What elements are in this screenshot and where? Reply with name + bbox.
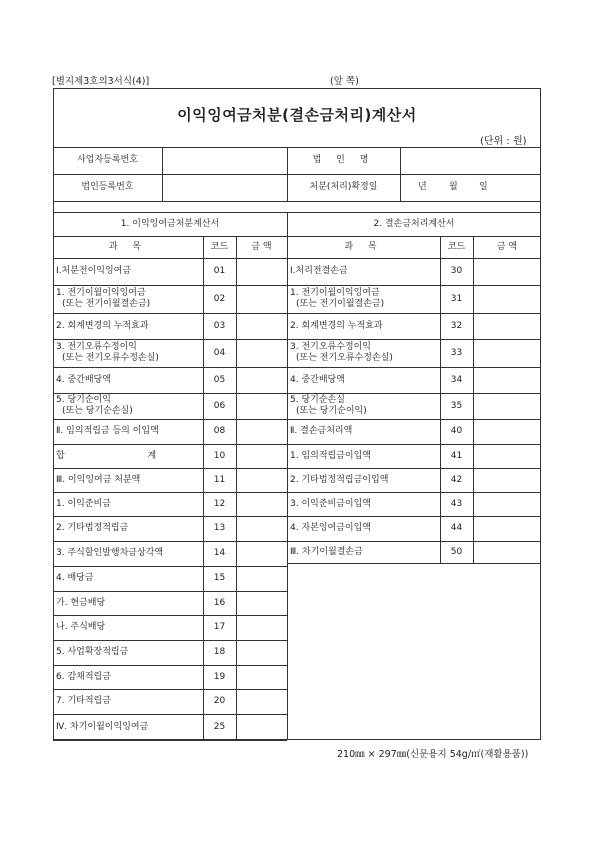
row-item-label — [56, 615, 202, 640]
row-item-label — [290, 468, 439, 492]
row-item-line1: 5. 사업확장적립금 — [56, 647, 129, 657]
row-code: 34 — [450, 374, 463, 385]
row-item-label — [290, 339, 439, 367]
row-item-label — [56, 492, 202, 516]
row-amount-field[interactable] — [237, 641, 286, 664]
row-item-line1: 2. 회계변경의 누적효과 — [56, 320, 149, 331]
row-item-line1: 3. 전기오류수정이익 — [56, 342, 138, 352]
row-amount-field[interactable] — [237, 493, 286, 515]
row-item-line1: 3. 전기오류수정이익 — [290, 342, 372, 352]
row-code: 32 — [450, 320, 463, 331]
corp-name-label: 법 인 명 — [312, 155, 375, 165]
row-code: 14 — [213, 548, 226, 558]
row-amount-field[interactable] — [474, 394, 540, 418]
row-item-label — [56, 339, 202, 367]
row-item-line2: (또는 당기순이익) — [296, 406, 367, 416]
row-item-label — [56, 313, 202, 339]
row-item-label — [56, 285, 202, 313]
row-item-label — [290, 516, 439, 541]
row-item-line1: 2. 기타법정적립금이입액 — [290, 474, 389, 485]
row-item-line1: 1. 임의적립금이입액 — [290, 450, 372, 461]
left-col-code: 코드 — [210, 241, 229, 252]
row-item-line1: 3. 이익준비금이입액 — [290, 498, 372, 509]
biz-reg-no-label: 사업자등록번호 — [77, 155, 138, 165]
row-item-line1: 2. 회계변경의 누적효과 — [290, 320, 383, 331]
row-code: 31 — [450, 293, 463, 304]
row-item-label — [290, 367, 439, 393]
left-section-title: 1. 이익잉여금처분계산서 — [120, 218, 220, 229]
row-code: 42 — [450, 474, 463, 485]
row-code: 44 — [450, 523, 463, 533]
divider — [287, 212, 288, 740]
row-code: 41 — [450, 450, 463, 461]
row-amount-field[interactable] — [237, 715, 286, 739]
row-item-line1: Ⅱ. 결손금처리액 — [290, 426, 353, 436]
row-amount-field[interactable] — [237, 286, 286, 312]
row-item-label — [56, 640, 202, 665]
row-item-line1: 3. 주식할인발행차금상각액 — [56, 548, 164, 558]
row-amount-field[interactable] — [237, 690, 286, 713]
row-code: 19 — [213, 671, 226, 682]
row-item-label — [56, 393, 202, 419]
row-item-label — [290, 541, 439, 563]
row-item-label — [56, 566, 202, 591]
row-code: 16 — [213, 597, 226, 608]
form-number: [별지제3호의3서식(4)] — [52, 76, 150, 87]
row-code: 30 — [450, 266, 463, 276]
row-amount-field[interactable] — [474, 314, 540, 338]
row-code: 12 — [213, 498, 226, 509]
row-code: 02 — [213, 293, 226, 304]
row-item-label — [56, 367, 202, 393]
row-item-line1: 2. 기타법정적립금 — [56, 523, 129, 533]
row-code: 15 — [213, 573, 226, 583]
unit-label: (단위 : 원) — [480, 136, 527, 147]
corp-reg-no-label: 법인등록번호 — [81, 182, 134, 192]
right-section-title: 2. 결손금처리계산서 — [373, 218, 455, 229]
biz-reg-no-field[interactable] — [163, 148, 287, 174]
row-code: 03 — [213, 320, 226, 331]
corp-reg-no-field[interactable] — [163, 175, 287, 201]
row-item-line2: (또는 당기순손실) — [62, 406, 133, 416]
row-item-label — [290, 419, 439, 444]
row-amount-field[interactable] — [474, 542, 540, 562]
row-code: 06 — [213, 400, 226, 411]
row-amount-field[interactable] — [474, 493, 540, 515]
row-item-label — [290, 492, 439, 516]
row-code: 50 — [450, 546, 463, 557]
page-side: (앞 쪽) — [330, 76, 359, 87]
row-code: 33 — [450, 347, 463, 358]
row-item-line1: 4. 자본잉여금이입액 — [290, 523, 372, 533]
row-code: 35 — [450, 400, 463, 411]
row-divider — [53, 740, 287, 741]
row-item-label — [56, 468, 202, 492]
row-code: 04 — [213, 347, 226, 358]
row-item-line1: 7. 기타적립금 — [56, 696, 111, 706]
row-divider — [287, 563, 541, 564]
row-amount-field[interactable] — [474, 469, 540, 491]
row-amount-field[interactable] — [237, 592, 286, 614]
row-item-label — [56, 541, 202, 566]
row-item-line1: 가. 현금배당 — [56, 597, 106, 608]
row-item-label — [56, 419, 202, 444]
row-code: 43 — [450, 498, 463, 509]
row-code: 10 — [213, 450, 226, 461]
row-item-label — [290, 444, 439, 468]
corp-name-field[interactable] — [401, 148, 541, 174]
right-col-code: 코드 — [447, 241, 466, 252]
left-col-item: 과 목 — [108, 241, 148, 252]
row-item-line2: (또는 전기오류수정손실) — [62, 353, 159, 363]
row-item-line2: (또는 전기이월결손금) — [296, 299, 385, 309]
row-item-label — [56, 591, 202, 615]
row-item-label — [56, 665, 202, 689]
row-amount-field[interactable] — [237, 259, 286, 284]
left-col-amount: 금 액 — [251, 241, 272, 252]
footer-note: 210㎜ × 297㎜(신문용지 54g/㎡(재활용품)) — [337, 749, 529, 760]
confirm-date-label: 처분(처리)확정일 — [309, 182, 378, 192]
row-item-line1: 1. 이익준비금 — [56, 498, 111, 509]
row-amount-field[interactable] — [237, 420, 286, 443]
row-item-line1: Ⅰ.처분전이익잉여금 — [56, 266, 132, 276]
row-amount-field[interactable] — [237, 394, 286, 418]
row-code: 18 — [213, 647, 226, 657]
day-label: 일 — [479, 182, 488, 192]
row-amount-field[interactable] — [237, 666, 286, 688]
row-item-line1: 5. 당기순이익 — [56, 395, 111, 405]
row-item-line1: 4. 중간배당액 — [290, 374, 345, 385]
row-code: 01 — [213, 266, 226, 276]
row-amount-field[interactable] — [474, 286, 540, 312]
row-item-label — [56, 258, 202, 285]
row-amount-field[interactable] — [237, 567, 286, 590]
row-item-label — [56, 516, 202, 541]
row-item-label — [56, 714, 202, 740]
row-item-line1: Ⅳ. 차기이월이익잉여금 — [56, 721, 149, 732]
row-amount-field[interactable] — [237, 542, 286, 565]
month-label: 월 — [449, 182, 458, 192]
row-item-line2: (또는 전기이월결손금) — [62, 299, 151, 309]
row-amount-field[interactable] — [237, 368, 286, 392]
row-item-line1: 6. 감채적립금 — [56, 671, 111, 682]
row-amount-field[interactable] — [474, 420, 540, 443]
row-code: 17 — [213, 622, 226, 632]
row-amount-field[interactable] — [474, 445, 540, 467]
row-amount-field[interactable] — [237, 445, 286, 467]
row-item-line1: Ⅲ. 차기이월결손금 — [290, 546, 363, 557]
row-code: 25 — [213, 721, 226, 732]
row-amount-field[interactable] — [474, 517, 540, 540]
row-item-line1: 4. 중간배당액 — [56, 374, 111, 385]
row-item-line1: Ⅰ.처리전결손금 — [290, 266, 348, 276]
row-item-line2: (또는 전기오류수정손실) — [296, 353, 393, 363]
row-item-line1: 5. 당기순손실 — [290, 395, 345, 405]
row-item-label — [290, 393, 439, 419]
row-amount-field[interactable] — [237, 340, 286, 366]
row-amount-field[interactable] — [474, 340, 540, 366]
row-item-line1: 1. 전기이월이익잉여금 — [290, 288, 380, 298]
row-item-line1: 4. 배당금 — [56, 573, 94, 583]
row-item-line1: 합 계 — [56, 450, 157, 461]
row-item-line1: Ⅱ. 임의적립금 등의 이입액 — [56, 426, 159, 436]
row-amount-field[interactable] — [237, 469, 286, 491]
right-col-item: 과 목 — [344, 241, 383, 252]
row-item-line1: 1. 전기이월이익잉여금 — [56, 288, 146, 298]
right-col-amount: 금 액 — [496, 241, 518, 252]
row-amount-field[interactable] — [237, 314, 286, 338]
row-item-label — [290, 313, 439, 339]
row-item-line1: 나. 주식배당 — [56, 622, 106, 632]
row-item-line1: Ⅲ. 이익잉여금 처분액 — [56, 474, 141, 485]
row-code: 20 — [213, 696, 226, 706]
row-amount-field[interactable] — [474, 368, 540, 392]
row-item-label — [290, 285, 439, 313]
page-title: 이익잉여금처분(결손금처리)계산서 — [177, 106, 417, 124]
row-item-label — [56, 444, 202, 468]
row-amount-field[interactable] — [474, 259, 540, 284]
row-code: 40 — [450, 426, 463, 436]
year-label: 년 — [418, 182, 427, 192]
row-code: 11 — [213, 474, 226, 485]
row-code: 08 — [213, 426, 226, 436]
row-amount-field[interactable] — [237, 517, 286, 540]
row-item-label — [56, 689, 202, 714]
row-code: 13 — [213, 523, 226, 533]
row-amount-field[interactable] — [237, 616, 286, 639]
row-item-label — [290, 258, 439, 285]
divider — [53, 201, 541, 202]
row-code: 05 — [213, 374, 226, 385]
